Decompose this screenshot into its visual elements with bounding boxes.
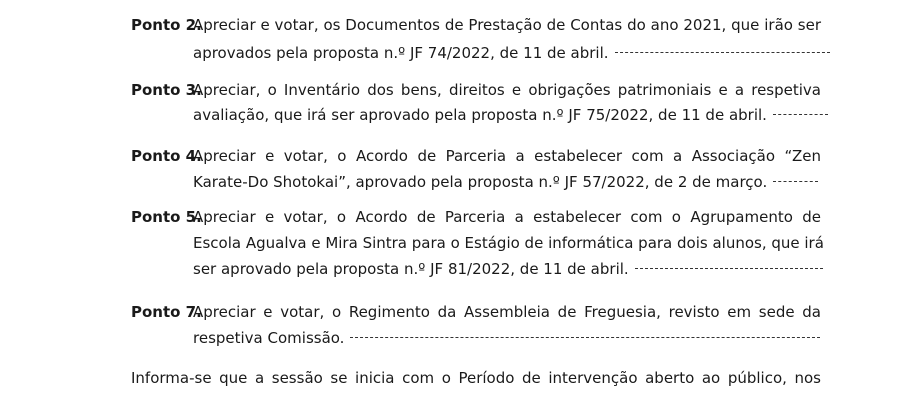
- fill-dashes: [350, 337, 820, 339]
- agenda-item-text: respetiva Comissão.: [193, 329, 345, 347]
- agenda-item-text: aprovados pela proposta n.º JF 74/2022, de 11 de abril.: [193, 44, 609, 62]
- agenda-item-text: avaliação, que irá ser aprovado pela proposta n.º JF 75/2022, de 11 de abril.: [193, 106, 767, 124]
- fill-dashes: [615, 52, 830, 54]
- agenda-item-line: [131, 207, 821, 227]
- agenda-item-ponto-3: [131, 80, 831, 132]
- agenda-item-line: [131, 146, 821, 166]
- agenda-item-line: [193, 43, 821, 63]
- agenda-item-ponto-2: [131, 15, 831, 67]
- agenda-item-label: Ponto 7.: [131, 303, 202, 321]
- agenda-item-text: Apreciar e votar, o Acordo de Parceria a estabelecer com a Associação “Zen: [193, 147, 821, 165]
- agenda-item-text: Apreciar e votar, o Acordo de Parceria a estabelecer com o Agrupamento de: [193, 208, 821, 226]
- agenda-item-text: Karate-Do Shotokai”, aprovado pela proposta n.º JF 57/2022, de 2 de março.: [193, 173, 768, 191]
- agenda-item-line: [131, 15, 821, 35]
- agenda-item-line: [193, 233, 824, 253]
- closing-paragraph: [131, 368, 821, 400]
- agenda-item-label: Ponto 3.: [131, 81, 202, 99]
- agenda-item-line: [131, 80, 821, 100]
- agenda-item-line: [193, 105, 821, 125]
- agenda-item-text: Apreciar e votar, o Regimento da Assembleia de Freguesia, revisto em sede da: [193, 303, 821, 321]
- agenda-item-text: ser aprovado pela proposta n.º JF 81/2022, de 11 de abril.: [193, 260, 629, 278]
- agenda-item-label: Ponto 2.: [131, 16, 202, 34]
- fill-dashes: [635, 268, 823, 270]
- agenda-item-ponto-5: [131, 207, 831, 285]
- agenda-item-label: Ponto 5.: [131, 208, 202, 226]
- agenda-item-line: [193, 328, 821, 348]
- fill-dashes: [773, 114, 828, 116]
- agenda-item-line: [193, 172, 821, 192]
- agenda-item-ponto-7: [131, 302, 831, 354]
- closing-line: [131, 368, 821, 388]
- fill-dashes: [773, 181, 818, 183]
- agenda-item-text: Escola Agualva e Mira Sintra para o Estágio de informática para dois alunos, que irá: [193, 234, 824, 252]
- agenda-item-line: [193, 259, 821, 279]
- agenda-item-line: [131, 302, 821, 322]
- agenda-item-text: Apreciar e votar, os Documentos de Prestação de Contas do ano 2021, que irão ser: [193, 16, 821, 34]
- agenda-item-label: Ponto 4.: [131, 147, 202, 165]
- agenda-item-ponto-4: [131, 146, 831, 198]
- closing-text: Informa-se que a sessão se inicia com o Período de intervenção aberto ao público, nos: [131, 369, 821, 387]
- agenda-item-text: Apreciar, o Inventário dos bens, direitos e obrigações patrimoniais e a respetiva: [193, 81, 821, 99]
